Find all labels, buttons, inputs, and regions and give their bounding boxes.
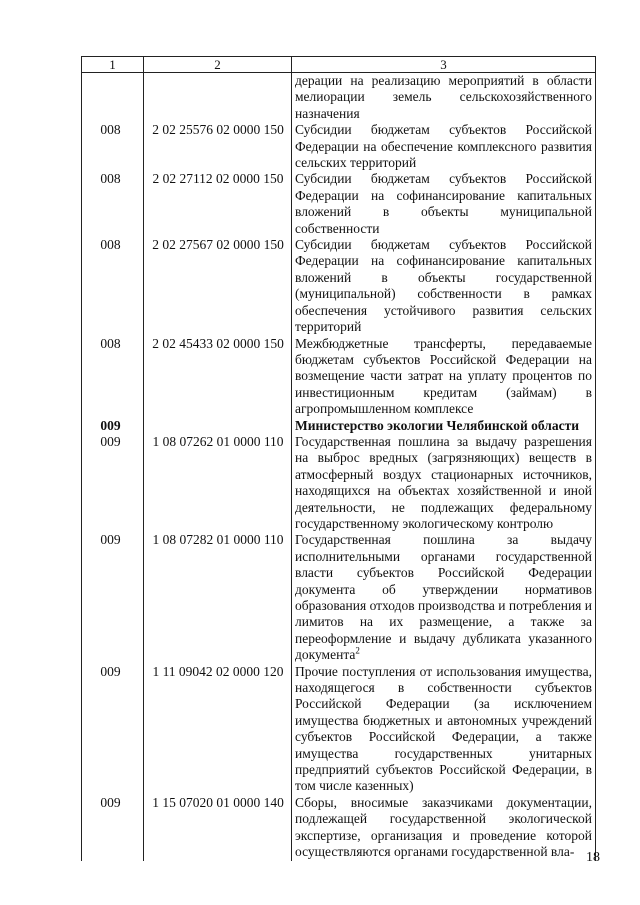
revenue-codes-table [81, 56, 596, 861]
table-row [82, 532, 596, 663]
admin-code: 009 [82, 434, 144, 532]
description: Прочие поступления от использования имущества, находящегося в собственности субъектов Российской Федерации (за исключением имущества бюджетных и автономных учреждений субъектов Российской Федерации, а также имущества государственных унитарных предприятий субъектов Российской Федерации, в том числе казенных) [292, 664, 596, 795]
table-row [82, 336, 596, 418]
section-title: Министерство экологии Челябинской области [292, 418, 596, 434]
footnote-mark: 2 [355, 645, 360, 656]
table-row-section [82, 418, 596, 434]
header-col-3: 3 [292, 57, 596, 73]
admin-code: 009 [82, 795, 144, 861]
table-row [82, 73, 596, 123]
admin-code: 008 [82, 336, 144, 418]
budget-code: 1 08 07282 01 0000 110 [144, 532, 292, 663]
description: дерации на реализацию мероприятий в области мелиорации земель сельскохозяйственного назначения [292, 73, 596, 123]
description: Субсидии бюджетам субъектов Российской Федерации на софинансирование капитальных вложений в объекты государственной (муниципальной) собственности в рамках обеспечения устойчивого развития сельских территорий [292, 237, 596, 335]
description: Межбюджетные трансферты, передаваемые бюджетам субъектов Российской Федерации на возмещение части затрат на уплату процентов по инвестиционным кредитам (займам) в агропромышленном комплексе [292, 336, 596, 418]
admin-code: 009 [82, 532, 144, 663]
table-row [82, 664, 596, 795]
budget-code [144, 418, 292, 434]
description-text: Государственная пошлина за выдачу исполнительными органами государственной власти субъектов Российской Федерации документа об утверждении нормативов образования отходов производства и потребления и лимитов на их размещение, а также за переоформление и выдачу дубликата указанного документа [295, 532, 592, 663]
table-row [82, 434, 596, 532]
admin-code: 008 [82, 171, 144, 237]
budget-code: 1 08 07262 01 0000 110 [144, 434, 292, 532]
header-col-2: 2 [144, 57, 292, 73]
budget-code [144, 73, 292, 123]
budget-code: 1 15 07020 01 0000 140 [144, 795, 292, 861]
admin-code: 009 [82, 418, 144, 434]
admin-code: 008 [82, 122, 144, 171]
admin-code: 009 [82, 664, 144, 795]
budget-code: 2 02 27567 02 0000 150 [144, 237, 292, 335]
budget-code: 2 02 25576 02 0000 150 [144, 122, 292, 171]
description: Сборы, вносимые заказчиками документации, подлежащей государственной экологической экспертизе, организация и проведение которой осуществляются органами государственной вла- [292, 795, 596, 861]
description: Государственная пошлина за выдачу разрешения на выброс вредных (загрязняющих) веществ в атмосферный воздух стационарных источников, находящихся на объектах хозяйственной и иной деятельности, не подлежащих федеральному государственному экологическому контролю [292, 434, 596, 532]
table-row [82, 171, 596, 237]
description: Субсидии бюджетам субъектов Российской Федерации на обеспечение комплексного развития сельских территорий [292, 122, 596, 171]
table-row [82, 122, 596, 171]
admin-code: 008 [82, 237, 144, 335]
table-row [82, 795, 596, 861]
header-col-1: 1 [82, 57, 144, 73]
table-header-row [82, 57, 596, 73]
page-number: 18 [586, 850, 600, 865]
description: Субсидии бюджетам субъектов Российской Федерации на софинансирование капитальных вложений в объекты муниципальной собственности [292, 171, 596, 237]
description [292, 532, 596, 663]
table-row [82, 237, 596, 335]
budget-code: 2 02 27112 02 0000 150 [144, 171, 292, 237]
admin-code [82, 73, 144, 123]
budget-code: 2 02 45433 02 0000 150 [144, 336, 292, 418]
budget-code: 1 11 09042 02 0000 120 [144, 664, 292, 795]
